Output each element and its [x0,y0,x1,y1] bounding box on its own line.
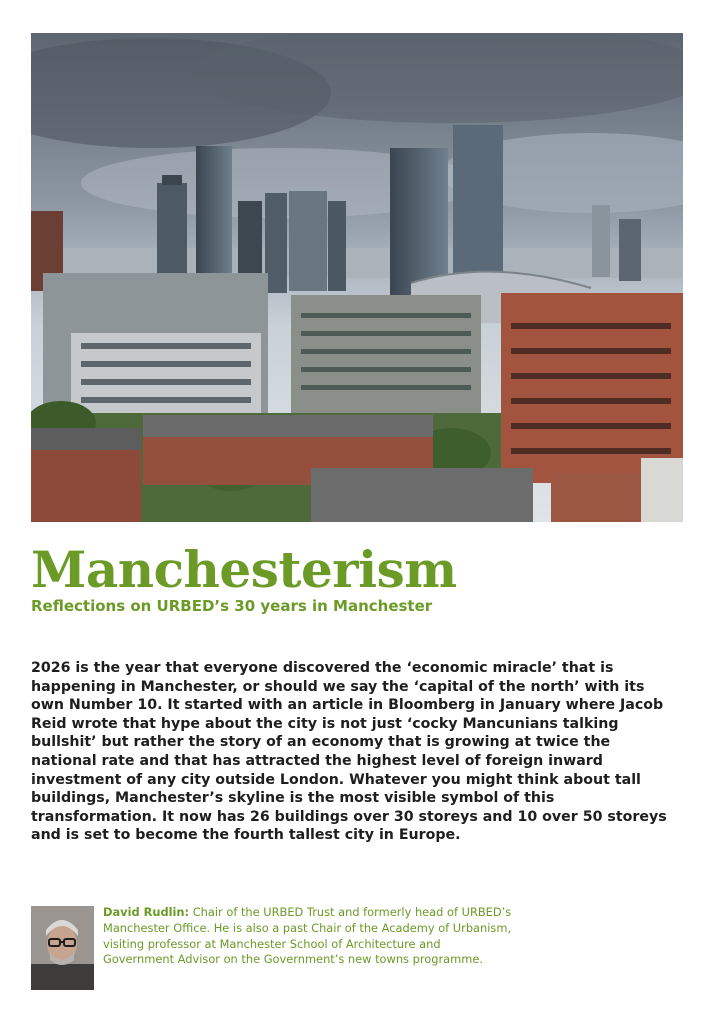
author-bio [103,905,513,968]
page-title: Manchesterism [31,540,457,599]
author-portrait [31,906,94,990]
hero-photo [31,33,683,522]
page-subtitle: Reflections on URBED’s 30 years in Manchester [31,597,433,615]
author-name: David Rudlin: [103,905,190,919]
intro-paragraph: 2026 is the year that everyone discovered the ‘economic miracle’ that is happening in Manchester, or should we say the ‘capital of the north’ with its own Number 10. It started with an article in Bloomberg in January where Jacob Reid wrote that hype about the city is not just ‘cocky Mancunians talking bullshit’ but rather the story of an economy that is growing at twice the national rate and that has attracted the highest level of foreign inward investment of any city outside London. Whatever you might think about tall buildings, Manchester’s skyline is the most visible symbol of this transformation. It now has 26 buildings over 30 storeys and 10 over 50 storeys and is set to become the fourth tallest city in Europe. [31,660,667,844]
author-description: Chair of the URBED Trust and formerly head of URBED’s Manchester Office. He is also a past Chair of the Academy of Urbanism, visiting professor at Manchester School of Architecture and Government Advisor on the Government’s new towns programme. [103,905,512,967]
